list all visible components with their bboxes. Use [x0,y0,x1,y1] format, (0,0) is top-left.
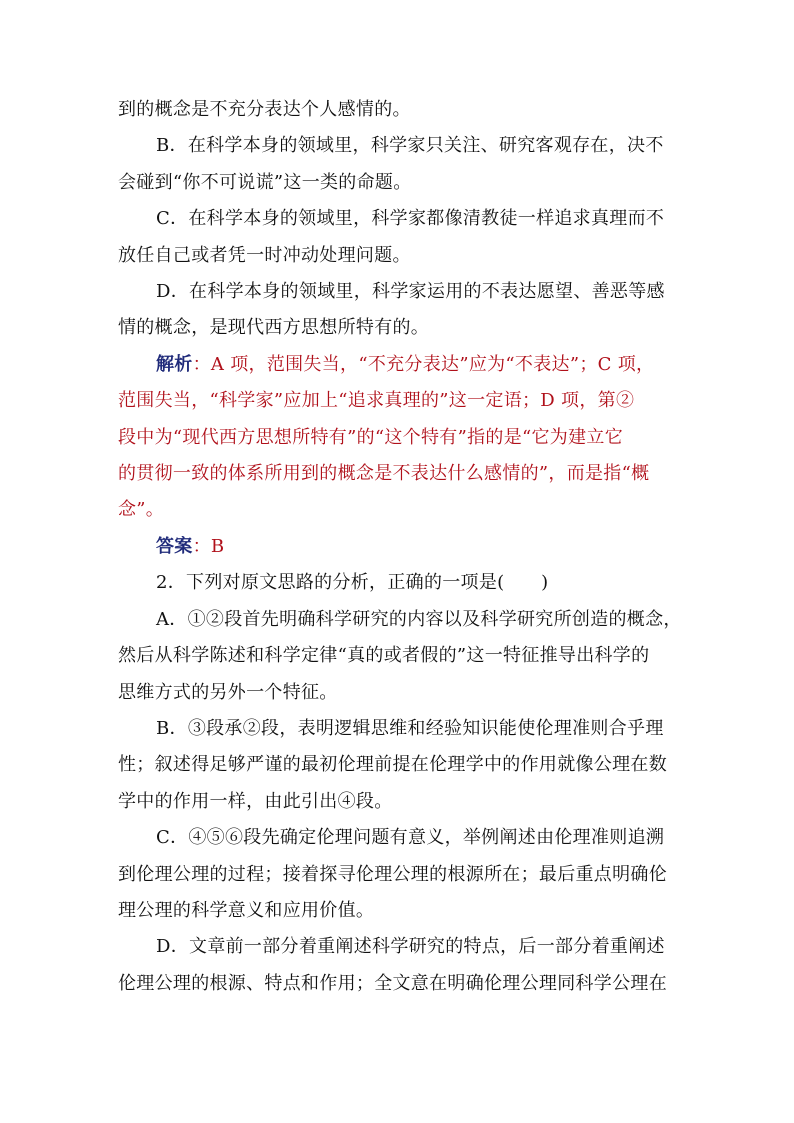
text-line [118,456,676,492]
text-line [118,492,676,528]
text-run: B．③段承②段，表明逻辑思维和经验知识能使伦理准则合乎理 [156,717,664,739]
text-line [118,238,676,274]
text-run: 性；叙述得足够严谨的最初伦理前提在伦理学中的作用就像公理在数 [118,754,667,776]
text-line [118,784,676,820]
text-line [118,638,676,674]
text-line [118,310,676,346]
analysis-text: 范围失当，“科学家”应加上“追求真理的”这一定语；D 项，第② [118,390,635,412]
text-line [118,820,676,856]
text-run: 学中的作用一样，由此引出④段。 [118,790,393,812]
text-run: 到伦理公理的过程；接着探寻伦理公理的根源所在；最后重点明确伦 [118,863,667,885]
text-line [118,857,676,893]
text-run: 然后从科学陈述和科学定律“真的或者假的”这一特征推导出科学的 [118,645,650,667]
analysis-text: 的贯彻一致的体系所用到的概念是不表达什么感情的”，而是指“概 [118,463,650,485]
text-run: D．文章前一部分着重阐述科学研究的特点，后一部分着重阐述 [156,936,665,958]
text-line [118,128,676,164]
text-run: C．④⑤⑥段先确定伦理问题有意义，举例阐述由伦理准则追溯 [156,827,665,849]
text-line [118,165,676,201]
text-line [118,893,676,929]
text-run: A．①②段首先明确科学研究的内容以及科学研究所创造的概念， [156,608,682,630]
text-run: C．在科学本身的领域里，科学家都像清教徒一样追求真理而不 [156,208,665,230]
text-line [118,711,676,747]
text-run: 理公理的科学意义和应用价值。 [118,899,375,921]
analysis-text: 段中为“现代西方思想所特有”的“这个特有”指的是“它为建立它 [118,426,624,448]
text-line [118,383,676,419]
text-line [118,92,676,128]
text-line [118,602,682,638]
analysis-text: ：A 项，范围失当，“不充分表达”应为“不表达”；C 项， [192,353,655,375]
text-line [118,675,676,711]
text-run: B．在科学本身的领域里，科学家只关注、研究客观存在，决不 [156,135,664,157]
analysis-text: ：B [192,535,225,557]
text-run: 放任自己或者凭一时冲动处理问题。 [118,244,411,266]
text-run: 到的概念是不充分表达个人感情的。 [118,99,411,120]
document-body [118,92,682,1002]
text-line [118,201,676,237]
section-label: 答案 [156,535,193,557]
text-run: D．在科学本身的领域里，科学家运用的不表达愿望、善恶等感 [156,281,665,303]
text-line [118,529,676,565]
text-line [118,274,676,310]
analysis-text: 念”。 [118,499,165,521]
text-line [118,347,676,383]
text-line [118,929,676,965]
text-line [118,966,676,1002]
text-line [118,420,676,456]
text-run: 2．下列对原文思路的分析，正确的一项是( ) [156,572,549,594]
text-run: 思维方式的另外一个特征。 [118,681,338,703]
section-label: 解析 [156,353,193,375]
text-run: 伦理公理的根源、特点和作用；全文意在明确伦理公理同科学公理在 [118,972,667,994]
text-line [118,747,676,783]
text-run: 情的概念，是现代西方思想所特有的。 [118,317,430,339]
text-line [118,565,676,601]
text-run: 会碰到“你不可说谎”这一类的命题。 [118,171,412,193]
